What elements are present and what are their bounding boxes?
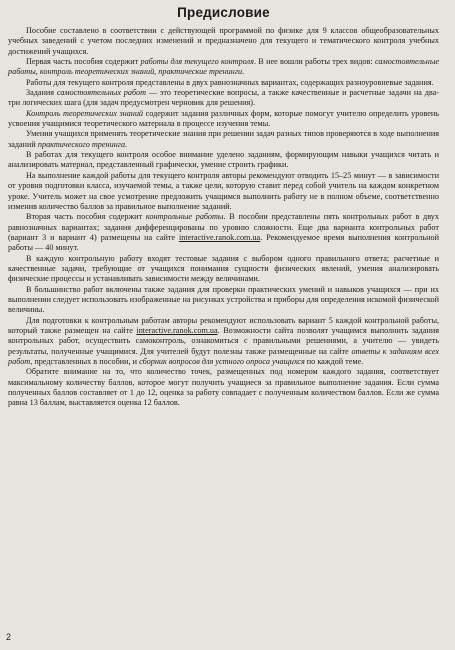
text-run: . Возможности сайта позволят учащимся выполнить задания контрольных работ, осуществить самоконтроль, ознакомиться с правильными решениями, а учителю — увидеть результаты, полученные учащимися. Для учителей будут полезны также размещенные на сайте	[8, 325, 440, 356]
site-link[interactable]: interactive.ranok.com.ua	[136, 325, 218, 335]
text-run: В работах для текущего контроля особое внимание уделено заданиям, формирующим навыки учащихся читать и анализировать материал, представленный графически, умение строить графики.	[8, 150, 439, 170]
paragraph	[8, 57, 439, 78]
text-run: Первая часть пособия содержит	[26, 57, 141, 67]
paragraph	[8, 367, 439, 408]
paragraph	[8, 109, 439, 130]
emphasis-text: работы для текущего контроля	[140, 57, 254, 67]
site-link[interactable]: interactive.ranok.com.ua	[179, 232, 261, 242]
page-number: 2	[6, 632, 12, 642]
text-run: . В нее вошли работы трех видов:	[253, 57, 375, 67]
text-run: содержит задания различных форм, которые помогут учителю определить уровень усвоения учащимися теоретического материала в процессе изучения темы.	[8, 108, 440, 129]
text-run: — это теоретические вопросы, а также качественные и расчетные задачи на два-три логических шага (для задач предусмотрен черновик для решения).	[8, 88, 439, 108]
page-title: Предисловие	[177, 5, 270, 20]
emphasis-text: ответы к заданиям всех работ	[8, 346, 439, 366]
paragraph	[8, 254, 439, 285]
paragraph	[8, 26, 439, 57]
paragraph	[8, 285, 439, 316]
emphasis-text: сборник вопросов для устного опроса учащихся	[139, 357, 305, 366]
text-run: Для подготовки к контрольным работам авторы рекомендуют использовать вариант 5 каждой контрольной работы, который также размещен на сайте	[8, 315, 439, 335]
emphasis-text: Контроль теоретических знаний	[26, 108, 144, 118]
paragraph	[8, 88, 439, 109]
preface-body	[8, 26, 439, 409]
paragraph	[8, 316, 439, 368]
text-run: .	[242, 67, 245, 77]
text-run: по каждой теме.	[304, 357, 364, 366]
paragraph	[8, 171, 439, 212]
text-run: Работы для текущего контроля представлены в двух равнозначных вариантах, содержащих разноуровневые задания.	[26, 77, 434, 87]
text-run: Умения учащихся применять теоретические знания при решении задач разных типов проверяются в ходе выполнения заданий	[8, 129, 439, 149]
paragraph	[8, 78, 439, 88]
emphasis-text: самостоятельные работы, контроль теоретических знаний, практические тренинги	[8, 57, 440, 77]
text-run: , представленных в пособии, и	[30, 357, 140, 366]
text-run: В каждую контрольную работу входят тестовые задания с выбором одного правильного ответа; расчетные и качественные задачи, требующие от учащихся понимания сущности физических явлений, умения анализировать физические процессы и устанавливать зависимости между величинами.	[8, 253, 439, 284]
paragraph	[8, 129, 439, 150]
text-run: В большинство работ включены также задания для проверки практических умений и навыков учащихся — при их выполнении следует использовать изображенные на рисунках устройства и приборы для определения искомой физической величины.	[8, 284, 439, 315]
text-run: Пособие составлено в соответствии с действующей программой по физике для 9 классов общеобразовательных учебных заведений с учетом последних изменений и предназначено для текущего и тематического контроля учебных достижений учащихся.	[8, 26, 439, 56]
text-run: Задания	[26, 88, 57, 98]
text-run: Вторая часть пособия содержит	[26, 212, 146, 222]
emphasis-text: самостоятельных работ	[56, 88, 146, 98]
text-run: .	[125, 139, 128, 149]
text-run: Обратите внимание на то, что количество точек, размещенных под номером каждого задания, соответствует максимальному количеству баллов, которое могут получить учащиеся за правильное выполнение задания. Если сумма полученных баллов составляет от 1 до 12, оценка за работу совпадает с полученным количеством баллов. Если же сумма равна 13 баллам, выставляется оценка 12 баллов.	[8, 367, 439, 408]
emphasis-text: практического тренинга	[37, 139, 126, 149]
paragraph	[8, 212, 439, 253]
text-run: . Рекомендуемое время выполнения контрольной работы — 40 минут.	[8, 232, 439, 253]
emphasis-text: контрольные работы	[145, 212, 224, 222]
text-run: . В пособии представлены пять контрольных работ в двух равнозначных вариантах; задания дифференцированы по уровню сложности. Еще два варианта контрольных работ (вариант 3 и вариант 4) размещены на сайте	[8, 212, 439, 242]
paragraph	[8, 150, 439, 171]
text-run: На выполнение каждой работы для текущего контроля авторы рекомендуют отводить 15–25 минут — в зависимости от уровня подготовки класса, изучаемой темы, а также цели, которую ставит перед собой учитель на каждом конкретном уроке. Учитель может на свое усмотрение предложить учащимся выполнить работу не в полном объеме, соответственно изменив количество баллов за правильное выполнение заданий.	[8, 170, 439, 211]
